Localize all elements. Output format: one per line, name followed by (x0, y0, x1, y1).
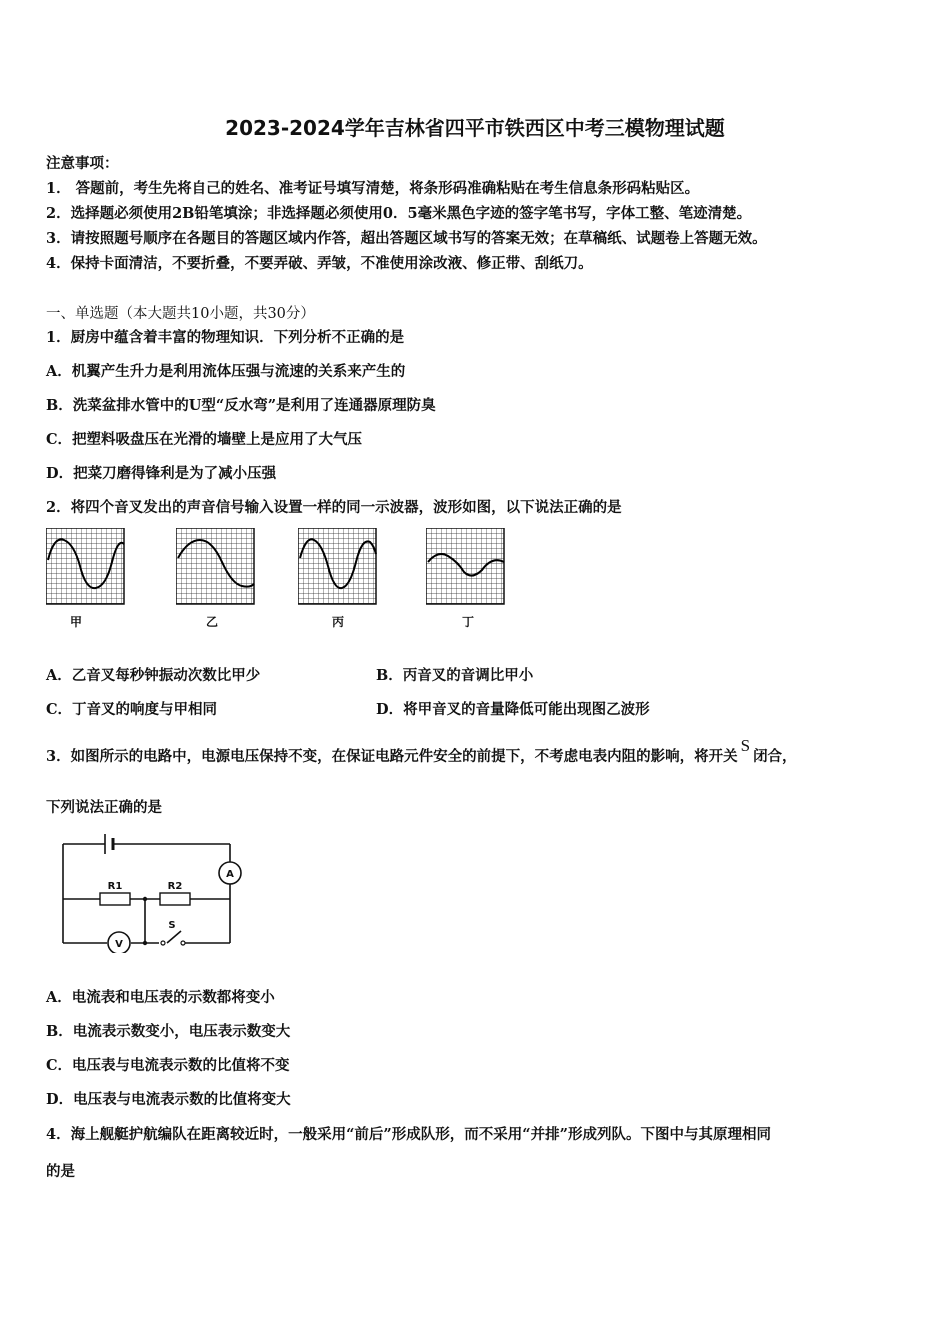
q2-option-a: A．乙音叉每秒钟振动次数比甲少 (46, 667, 261, 684)
q1-option-c: C．把塑料吸盘压在光滑的墙壁上是应用了大气压 (46, 431, 363, 448)
switch-label: S (168, 920, 176, 931)
r2-label: R2 (167, 881, 183, 892)
q2-option-d: D．将甲音叉的音量降低可能出现图乙波形 (376, 701, 650, 718)
notice-item: 3．请按照题号顺序在各题目的答题区域内作答，超出答题区域书写的答案无效；在草稿纸、试题卷上答题无效。 (46, 230, 767, 247)
junction-dot (143, 897, 147, 901)
q1-option-b: B．洗菜盆排水管中的U型“反水弯”是利用了连通器原理防臭 (46, 397, 436, 414)
q2-option-b: B．丙音叉的音调比甲小 (376, 667, 534, 684)
q1-option-a: A．机翼产生升力是利用流体压强与流速的关系来产生的 (46, 363, 406, 380)
q3-option-d: D．电压表与电流表示数的比值将变大 (46, 1091, 291, 1108)
q3-option-c: C．电压表与电流表示数的比值将不变 (46, 1057, 290, 1074)
wave-label-ding: 丁 (462, 615, 475, 629)
question-3-stem (46, 736, 797, 766)
waveform-yi-figure (176, 528, 256, 606)
switch-blade (167, 931, 181, 943)
waveform-ding-figure (426, 528, 506, 606)
question-4-stem: 4．海上舰艇护航编队在距离较近时，一般采用“前后”形成队形，而不采用“并排”形成列队。下图中与其原理相同 (46, 1126, 771, 1143)
question-4-stem-line2: 的是 (46, 1163, 75, 1180)
wave-label-jia: 甲 (70, 615, 83, 629)
resistor-r1 (100, 893, 130, 905)
waveform-jia-figure (46, 528, 126, 606)
q3-stem-part2: 闭合， (753, 748, 797, 765)
voltmeter-label: V (115, 939, 123, 950)
wave-label-yi: 乙 (206, 615, 219, 629)
notice-heading: 注意事项： (46, 155, 119, 172)
ammeter-label: A (226, 869, 234, 880)
switch-contact (181, 941, 185, 945)
q3-option-a: A．电流表和电压表的示数都将变小 (46, 989, 275, 1006)
page-title: 2023-2024学年吉林省四平市铁西区中考三模物理试题 (225, 116, 725, 140)
question-2-stem: 2．将四个音叉发出的声音信号输入设置一样的同一示波器，波形如图，以下说法正确的是 (46, 499, 622, 516)
resistor-r2 (160, 893, 190, 905)
q3-switch-symbol: S (740, 736, 751, 755)
switch-contact (161, 941, 165, 945)
section-heading: 一、单选题（本大题共10小题，共30分） (46, 306, 315, 322)
question-1-stem: 1．厨房中蕴含着丰富的物理知识．下列分析不正确的是 (46, 329, 405, 346)
waveform-bing-figure (298, 528, 378, 606)
circuit-diagram (55, 828, 255, 953)
notice-item: 4．保持卡面清洁，不要折叠，不要弄破、弄皱，不准使用涂改液、修正带、刮纸刀。 (46, 255, 593, 272)
q3-option-b: B．电流表示数变小，电压表示数变大 (46, 1023, 291, 1040)
question-3-stem-line2: 下列说法正确的是 (46, 799, 162, 816)
wave-label-bing: 丙 (332, 615, 345, 629)
q3-stem-part1: 3．如图所示的电路中，电源电压保持不变，在保证电路元件安全的前提下，不考虑电表内阻的影响，将开关 (46, 748, 738, 765)
q2-option-c: C．丁音叉的响度与甲相同 (46, 701, 218, 718)
notice-item: 1． 答题前，考生先将自己的姓名、准考证号填写清楚，将条形码准确粘贴在考生信息条形码粘贴区。 (46, 180, 700, 197)
r1-label: R1 (107, 881, 123, 892)
q1-option-d: D．把菜刀磨得锋利是为了减小压强 (46, 465, 277, 482)
notice-item: 2．选择题必须使用2B铅笔填涂；非选择题必须使用0．5毫米黑色字迹的签字笔书写，字体工整、笔迹清楚。 (46, 205, 752, 222)
junction-dot (143, 941, 147, 945)
